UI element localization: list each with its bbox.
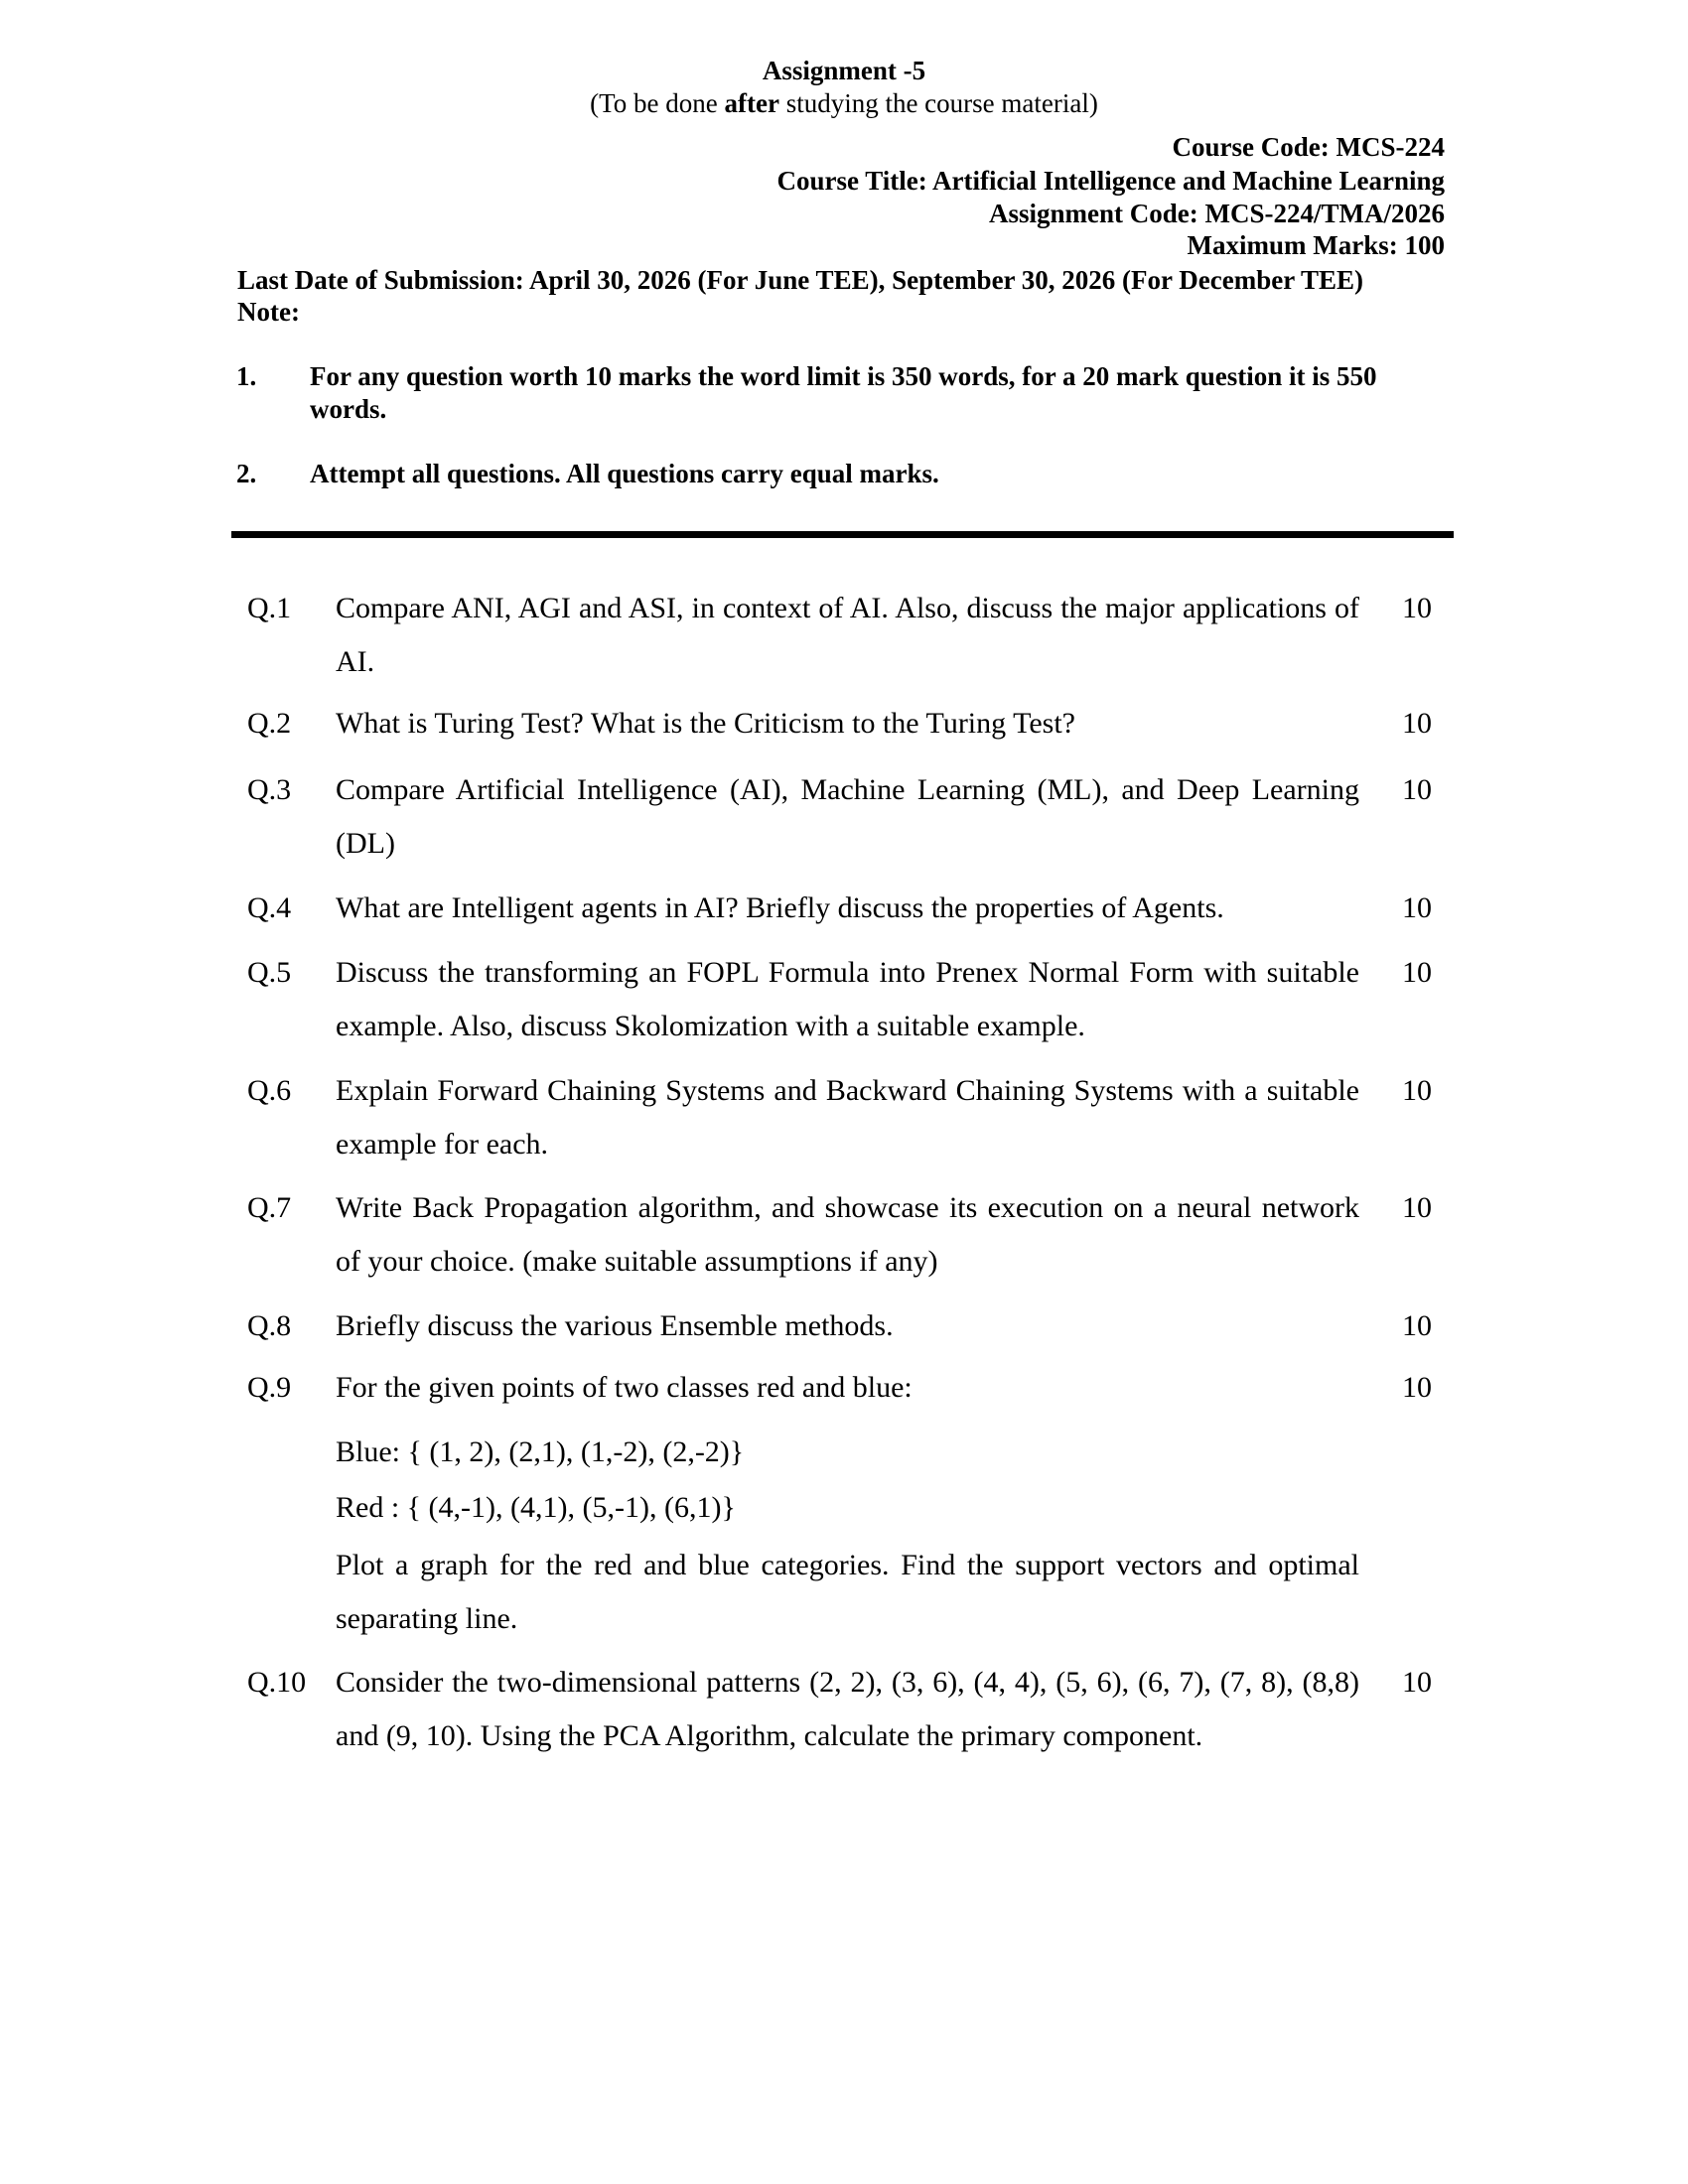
course-code: Course Code: MCS-224 — [1172, 132, 1445, 162]
assignment-title: Assignment -5 — [762, 56, 926, 85]
question-text: Explain Forward Chaining Systems and Backward Chaining Systems with a suitable example for each. — [336, 1074, 1359, 1160]
note-number: 2. — [236, 459, 257, 488]
question-number: Q.8 — [247, 1309, 292, 1342]
question-marks: 10 — [1402, 773, 1432, 806]
question-marks: 10 — [1402, 1371, 1432, 1404]
question-number: Q.10 — [247, 1666, 307, 1699]
subtitle-bold: after — [724, 88, 779, 118]
question-text: For the given points of two classes red and blue: — [336, 1371, 913, 1404]
question-number: Q.9 — [247, 1371, 292, 1404]
question-text: Compare Artificial Intelligence (AI), Machine Learning (ML), and Deep Learning (DL) — [336, 773, 1359, 860]
maximum-marks: Maximum Marks: 100 — [1187, 230, 1445, 260]
question-marks: 10 — [1402, 1666, 1432, 1699]
note-text: For any question worth 10 marks the word limit is 350 words, for a 20 mark question it is 550 words. — [310, 361, 1377, 424]
question-text: What is Turing Test? What is the Criticism to the Turing Test? — [336, 707, 1075, 740]
course-title: Course Title: Artificial Intelligence and Machine Learning — [776, 166, 1445, 196]
note-text: Attempt all questions. All questions carry equal marks. — [310, 459, 939, 488]
note-number: 1. — [236, 361, 257, 391]
question-number: Q.2 — [247, 707, 292, 740]
subtitle-pre: (To be done — [590, 88, 725, 118]
question-marks: 10 — [1402, 1309, 1432, 1342]
question-number: Q.6 — [247, 1074, 292, 1107]
question-marks: 10 — [1402, 1191, 1432, 1224]
blue-points: Blue: { (1, 2), (2,1), (1,-2), (2,-2)} — [336, 1435, 745, 1468]
question-number: Q.7 — [247, 1191, 292, 1224]
assignment-code: Assignment Code: MCS-224/TMA/2026 — [989, 199, 1445, 228]
question-text: Briefly discuss the various Ensemble methods. — [336, 1309, 894, 1342]
question-marks: 10 — [1402, 891, 1432, 924]
question-text: Write Back Propagation algorithm, and showcase its execution on a neural network of your choice. (make suitable assumptions if any) — [336, 1191, 1359, 1278]
question-marks: 10 — [1402, 1074, 1432, 1107]
red-points: Red : { (4,-1), (4,1), (5,-1), (6,1)} — [336, 1491, 736, 1524]
question-text: Discuss the transforming an FOPL Formula into Prenex Normal Form with suitable example. Also, discuss Skolomization with a suitable example. — [336, 956, 1359, 1042]
question-task: Plot a graph for the red and blue categories. Find the support vectors and optimal separating line. — [336, 1549, 1359, 1635]
question-text: Compare ANI, AGI and ASI, in context of AI. Also, discuss the major applications of AI. — [336, 592, 1359, 678]
question-number: Q.3 — [247, 773, 292, 806]
question-number: Q.1 — [247, 592, 292, 624]
question-number: Q.5 — [247, 956, 292, 989]
assignment-subtitle — [0, 87, 1688, 120]
question-marks: 10 — [1402, 707, 1432, 740]
last-date-of-submission: Last Date of Submission: April 30, 2026 (For June TEE), September 30, 2026 (For December TEE) — [237, 265, 1363, 295]
question-text: Consider the two-dimensional patterns (2, 2), (3, 6), (4, 4), (5, 6), (6, 7), (7, 8), (8,8) and (9, 10). Using the PCA Algorithm, calculate the primary component. — [336, 1666, 1359, 1752]
note-label: Note: — [237, 297, 300, 327]
question-text: What are Intelligent agents in AI? Briefly discuss the properties of Agents. — [336, 891, 1224, 924]
question-number: Q.4 — [247, 891, 292, 924]
section-divider — [231, 531, 1454, 538]
question-marks: 10 — [1402, 956, 1432, 989]
subtitle-post: studying the course material) — [778, 88, 1098, 118]
question-marks: 10 — [1402, 592, 1432, 624]
